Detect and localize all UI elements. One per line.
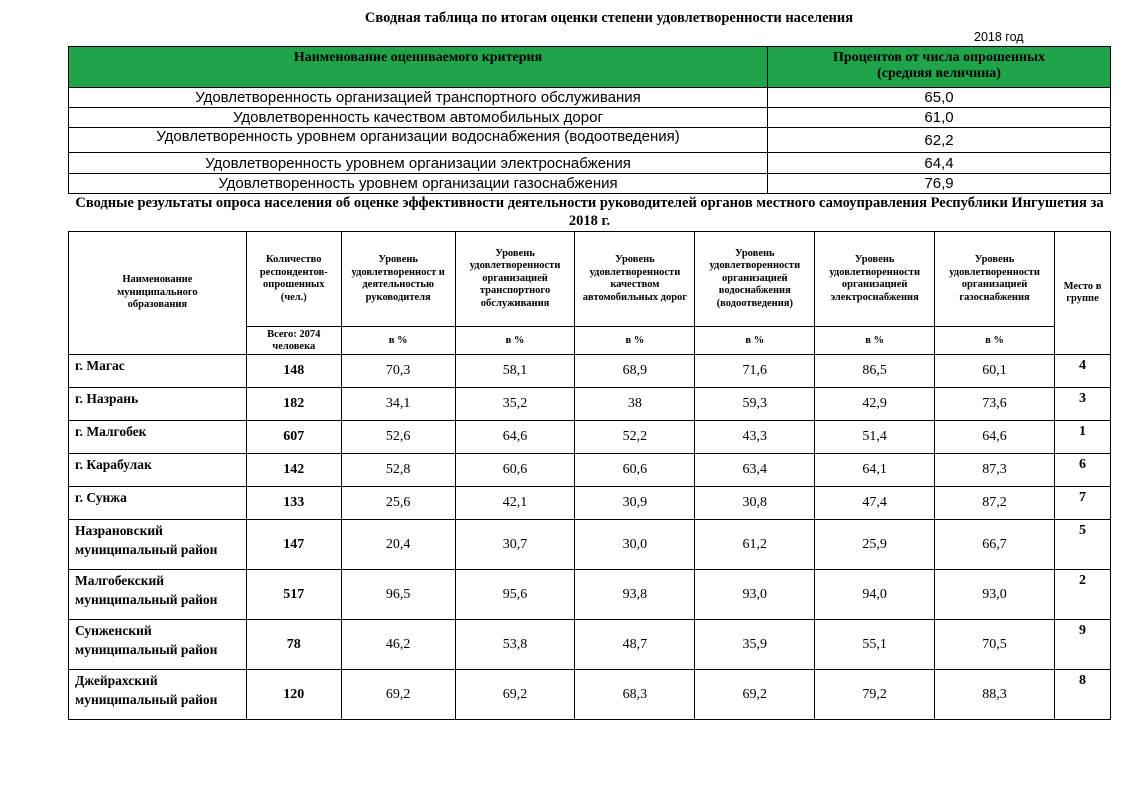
table-row (69, 620, 1111, 670)
value-cell: 86,5 (815, 355, 935, 388)
value-cell: 30,8 (695, 487, 815, 520)
criterion-cell: Удовлетворенность уровнем организации водоснабжения (водоотведения) (69, 128, 768, 153)
value-cell: 48,7 (575, 620, 695, 670)
respondents-count: 147 (246, 520, 341, 570)
value-cell: 38 (575, 388, 695, 421)
value-cell: 68,9 (575, 355, 695, 388)
value-cell: 70,5 (935, 620, 1055, 670)
criterion-cell: Удовлетворенность организацией транспортного обслуживания (69, 88, 768, 108)
value-cell: 25,6 (341, 487, 455, 520)
unit-percent: в % (575, 327, 695, 355)
municipality-name: г. Назрань (69, 388, 247, 421)
value-cell: 30,7 (455, 520, 575, 570)
value-cell: 60,6 (575, 454, 695, 487)
value-cell: 68,3 (575, 670, 695, 720)
survey-title: Сводные результаты опроса населения об оценке эффективности деятельности руководителей органов местного самоуправления Республики Ингушетия за 2018 г. (75, 195, 1104, 229)
header-percent: Процентов от числа опрошенных (средняя величина) (768, 47, 1111, 88)
value-cell: 66,7 (935, 520, 1055, 570)
value-cell: 96,5 (341, 570, 455, 620)
table-row (69, 153, 1111, 174)
summary-year: 2018 год (974, 30, 1024, 44)
value-cell: 69,2 (455, 670, 575, 720)
value-cell: 93,0 (935, 570, 1055, 620)
header-head-satisfaction: Уровень удовлетворенност и деятельностью руководителя (341, 232, 455, 327)
value-cell: 69,2 (341, 670, 455, 720)
header-gas: Уровень удовлетворенности организацией газоснабжения (935, 232, 1055, 327)
municipality-name: Малгобекский муниципальный район (69, 570, 247, 620)
value-cell: 94,0 (815, 570, 935, 620)
municipality-name: Джейрахский муниципальный район (69, 670, 247, 720)
place-cell: 7 (1054, 487, 1110, 520)
header-criterion: Наименование оцениваемого критерия (69, 47, 768, 88)
value-cell: 79,2 (815, 670, 935, 720)
place-cell: 4 (1054, 355, 1110, 388)
municipality-name: Назрановский муниципальный район (69, 520, 247, 570)
percent-cell: 76,9 (768, 174, 1111, 194)
respondents-count: 120 (246, 670, 341, 720)
table-row (69, 128, 1111, 153)
table-row (69, 454, 1111, 487)
table-row (69, 520, 1111, 570)
value-cell: 71,6 (695, 355, 815, 388)
table-row (69, 570, 1111, 620)
table-row (69, 108, 1111, 128)
value-cell: 52,6 (341, 421, 455, 454)
place-cell: 2 (1054, 570, 1110, 620)
percent-cell: 64,4 (768, 153, 1111, 174)
summary-table (68, 46, 1111, 194)
unit-percent: в % (815, 327, 935, 355)
value-cell: 64,1 (815, 454, 935, 487)
value-cell: 93,8 (575, 570, 695, 620)
value-cell: 53,8 (455, 620, 575, 670)
municipality-name: г. Карабулак (69, 454, 247, 487)
unit-percent: в % (341, 327, 455, 355)
value-cell: 55,1 (815, 620, 935, 670)
value-cell: 46,2 (341, 620, 455, 670)
criterion-cell: Удовлетворенность качеством автомобильных дорог (69, 108, 768, 128)
value-cell: 30,0 (575, 520, 695, 570)
value-cell: 47,4 (815, 487, 935, 520)
percent-cell: 62,2 (768, 128, 1111, 153)
value-cell: 87,2 (935, 487, 1055, 520)
place-cell: 8 (1054, 670, 1110, 720)
value-cell: 30,9 (575, 487, 695, 520)
respondents-count: 148 (246, 355, 341, 388)
value-cell: 87,3 (935, 454, 1055, 487)
value-cell: 51,4 (815, 421, 935, 454)
place-cell: 3 (1054, 388, 1110, 421)
value-cell: 95,6 (455, 570, 575, 620)
survey-header-row (69, 232, 1111, 327)
table-row (69, 421, 1111, 454)
table-row (69, 487, 1111, 520)
header-municipality: Наименование муниципального образования (69, 232, 247, 355)
value-cell: 60,6 (455, 454, 575, 487)
place-cell: 6 (1054, 454, 1110, 487)
municipality-name: г. Малгобек (69, 421, 247, 454)
table-row (69, 670, 1111, 720)
header-roads: Уровень удовлетворенности качеством автомобильных дорог (575, 232, 695, 327)
summary-header-row (69, 47, 1111, 88)
header-transport: Уровень удовлетворенности организацией транспортного обслуживания (455, 232, 575, 327)
unit-percent: в % (695, 327, 815, 355)
total-respondents: Всего: 2074 человека (246, 327, 341, 355)
respondents-count: 607 (246, 421, 341, 454)
value-cell: 93,0 (695, 570, 815, 620)
respondents-count: 78 (246, 620, 341, 670)
criterion-cell: Удовлетворенность уровнем организации газоснабжения (69, 174, 768, 194)
value-cell: 52,8 (341, 454, 455, 487)
place-cell: 1 (1054, 421, 1110, 454)
place-cell: 9 (1054, 620, 1110, 670)
value-cell: 43,3 (695, 421, 815, 454)
unit-percent: в % (455, 327, 575, 355)
value-cell: 63,4 (695, 454, 815, 487)
value-cell: 59,3 (695, 388, 815, 421)
unit-percent: в % (935, 327, 1055, 355)
header-water: Уровень удовлетворенности организацией водоснабжения (водоотведения) (695, 232, 815, 327)
value-cell: 58,1 (455, 355, 575, 388)
respondents-count: 142 (246, 454, 341, 487)
table-row (69, 388, 1111, 421)
municipality-name: г. Сунжа (69, 487, 247, 520)
value-cell: 88,3 (935, 670, 1055, 720)
value-cell: 42,1 (455, 487, 575, 520)
place-cell: 5 (1054, 520, 1110, 570)
percent-cell: 65,0 (768, 88, 1111, 108)
value-cell: 61,2 (695, 520, 815, 570)
header-electric: Уровень удовлетворенности организацией электроснабжения (815, 232, 935, 327)
value-cell: 42,9 (815, 388, 935, 421)
value-cell: 20,4 (341, 520, 455, 570)
value-cell: 60,1 (935, 355, 1055, 388)
value-cell: 70,3 (341, 355, 455, 388)
respondents-count: 517 (246, 570, 341, 620)
value-cell: 25,9 (815, 520, 935, 570)
value-cell: 34,1 (341, 388, 455, 421)
value-cell: 64,6 (455, 421, 575, 454)
value-cell: 35,2 (455, 388, 575, 421)
value-cell: 73,6 (935, 388, 1055, 421)
value-cell: 64,6 (935, 421, 1055, 454)
header-respondents: Количество респондентов-опрошенных (чел.) (246, 232, 341, 327)
respondents-count: 133 (246, 487, 341, 520)
table-row (69, 174, 1111, 194)
percent-cell: 61,0 (768, 108, 1111, 128)
value-cell: 69,2 (695, 670, 815, 720)
table-row (69, 88, 1111, 108)
summary-title: Сводная таблица по итогам оценки степени удовлетворенности населения (364, 10, 854, 26)
table-row (69, 355, 1111, 388)
header-place: Место в группе (1054, 232, 1110, 355)
respondents-count: 182 (246, 388, 341, 421)
municipality-name: г. Магас (69, 355, 247, 388)
municipality-name: Сунженский муниципальный район (69, 620, 247, 670)
value-cell: 35,9 (695, 620, 815, 670)
survey-table (68, 231, 1111, 720)
criterion-cell: Удовлетворенность уровнем организации электроснабжения (69, 153, 768, 174)
value-cell: 52,2 (575, 421, 695, 454)
